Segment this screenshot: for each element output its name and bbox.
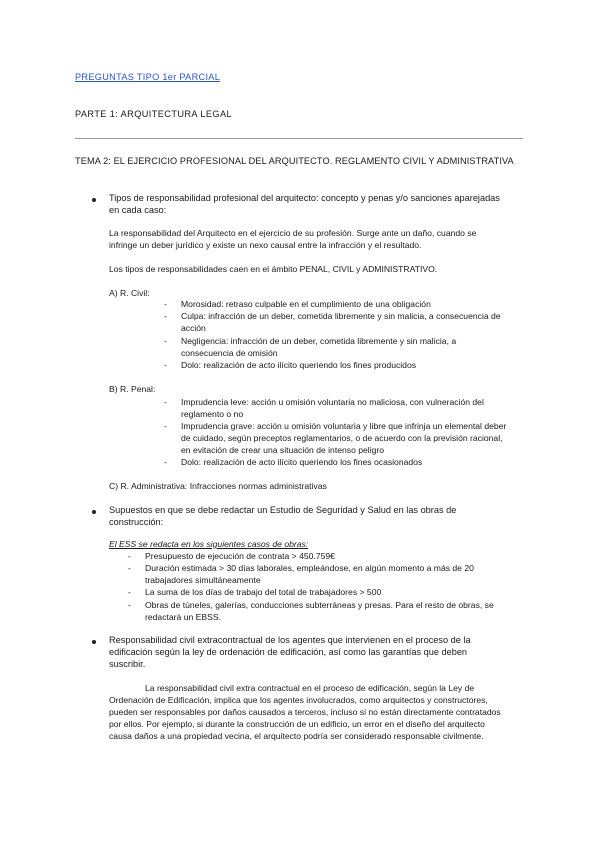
part-title: PARTE 1: ARQUITECTURA LEGAL — [75, 109, 232, 119]
ess-item-obras-cont: redactará un EBSS. — [145, 612, 221, 622]
civil-item-negligencia: Negligencia: infracción de un deber, cometida libremente y sin malicia, a — [181, 336, 457, 346]
ess-item-suma: La suma de los días de trabajo del total de trabajadores > 500 — [145, 587, 382, 597]
header-link[interactable]: PREGUNTAS TIPO 1er PARCIAL — [75, 72, 221, 82]
ess-item-duracion-cont: trabajadores simultáneamente — [145, 575, 261, 585]
q3-answer-line4: por ellos. Por ejemplo, si durante la construcción de un edificio, un error en el diseño del arquitecto — [109, 719, 485, 729]
civil-item-culpa: Culpa: infracción de un deber, cometida libremente y sin malicia, a consecuencia de — [181, 311, 501, 321]
bullet-icon — [92, 640, 96, 644]
civil-item-dolo: Dolo: realización de acto ilícito queriendo los fines producidos — [181, 360, 417, 370]
divider — [75, 138, 523, 139]
penal-item-leve: Imprudencia leve: acción u omisión voluntaria no maliciosa, con vulneración del — [181, 397, 484, 407]
civil-item-negligencia-cont: consecuencia de omisión — [181, 348, 278, 358]
dash-icon: - — [164, 336, 167, 346]
q2-question-line2: construcción: — [109, 517, 164, 527]
q2-subtitle: El ESS se redacta en los siguientes casos de obras: — [109, 539, 309, 549]
dash-icon: - — [164, 421, 167, 431]
civil-item-culpa-cont: acción — [181, 323, 206, 333]
q2-question-line1: Supuestos en que se debe redactar un Estudio de Seguridad y Salud en las obras de — [109, 505, 457, 515]
q1-question-line1: Tipos de responsabilidad profesional del arquitecto: concepto y penas y/o sanciones aparejadas — [109, 193, 500, 203]
q1-question-line2: en cada caso: — [109, 205, 167, 215]
penal-item-dolo: Dolo: realización de acto ilícito queriendo los fines ocasionados — [181, 457, 423, 467]
q3-answer-line1: La responsabilidad civil extra contractual en el proceso de edificación, según la Ley de — [145, 683, 475, 693]
dash-icon: - — [128, 563, 131, 573]
penal-item-leve-cont: reglamento o no — [181, 409, 244, 419]
dash-icon: - — [128, 551, 131, 561]
q1-intro-line2: infringe un deber jurídico y existe un nexo causal entre la infracción y el resultado. — [109, 240, 422, 250]
penal-item-grave-cont1: de cuidado, según preceptos reglamentarios, o de acuerdo con la previsión racional, — [181, 433, 503, 443]
ess-item-duracion: Duración estimada > 30 días laborales, empleándose, en algún momento a más de 20 — [145, 563, 474, 573]
q3-question-line3: suscribir. — [109, 659, 146, 669]
dash-icon: - — [128, 600, 131, 610]
dash-icon: - — [128, 587, 131, 597]
dash-icon: - — [164, 311, 167, 321]
ess-item-presupuesto: Presupuesto de ejecución de contrata > 450.759€ — [145, 551, 335, 561]
dash-icon: - — [164, 397, 167, 407]
q1-types: Los tipos de responsabilidades caen en el ámbito PENAL, CIVIL y ADMINISTRATIVO. — [109, 264, 438, 274]
q3-answer-line2: Ordenación de Edificación, implica que los agentes involucrados, como arquitectos y constructores, — [109, 695, 488, 705]
penal-item-grave: Imprudencia grave: acción u omisión voluntaria y libre que infrinja un elemental deber — [181, 421, 507, 431]
civil-item-morosidad: Morosidad: retraso culpable en el cumplimiento de una obligación — [181, 299, 431, 309]
penal-item-grave-cont2: en evitación de crear una situación de intenso peligro — [181, 445, 385, 455]
bullet-icon — [92, 198, 96, 202]
dash-icon: - — [164, 299, 167, 309]
civil-label: A) R. Civil: — [109, 288, 150, 298]
q3-question-line2: edificación según la ley de ordenación de edificación, así como las garantías que deben — [109, 647, 468, 657]
q3-question-line1: Responsabilidad civil extracontractual de los agentes que intervienen en el proceso de la — [109, 635, 471, 645]
bullet-icon — [92, 510, 96, 514]
dash-icon: - — [164, 360, 167, 370]
q3-answer-line3: pueden ser responsables por daños causados a terceros, incluso si no están directamente contratados — [109, 707, 501, 717]
ess-item-obras: Obras de túneles, galerías, conducciones subterráneas y presas. Para el resto de obras, se — [145, 600, 494, 610]
admin-label: C) R. Administrativa: Infracciones normas administrativas — [109, 481, 327, 491]
dash-icon: - — [164, 457, 167, 467]
penal-label: B) R. Penal: — [109, 384, 156, 394]
topic-title: TEMA 2: EL EJERCICIO PROFESIONAL DEL ARQUITECTO. REGLAMENTO CIVIL Y ADMINISTRATIVA — [75, 156, 514, 166]
q1-intro-line1: La responsabilidad del Arquitecto en el ejercicio de su profesión. Surge ante un daño, cuando se — [109, 228, 477, 238]
q3-answer-line5: causa daños a una propiedad vecina, el arquitecto podría ser considerado responsable civilmente. — [109, 731, 484, 741]
